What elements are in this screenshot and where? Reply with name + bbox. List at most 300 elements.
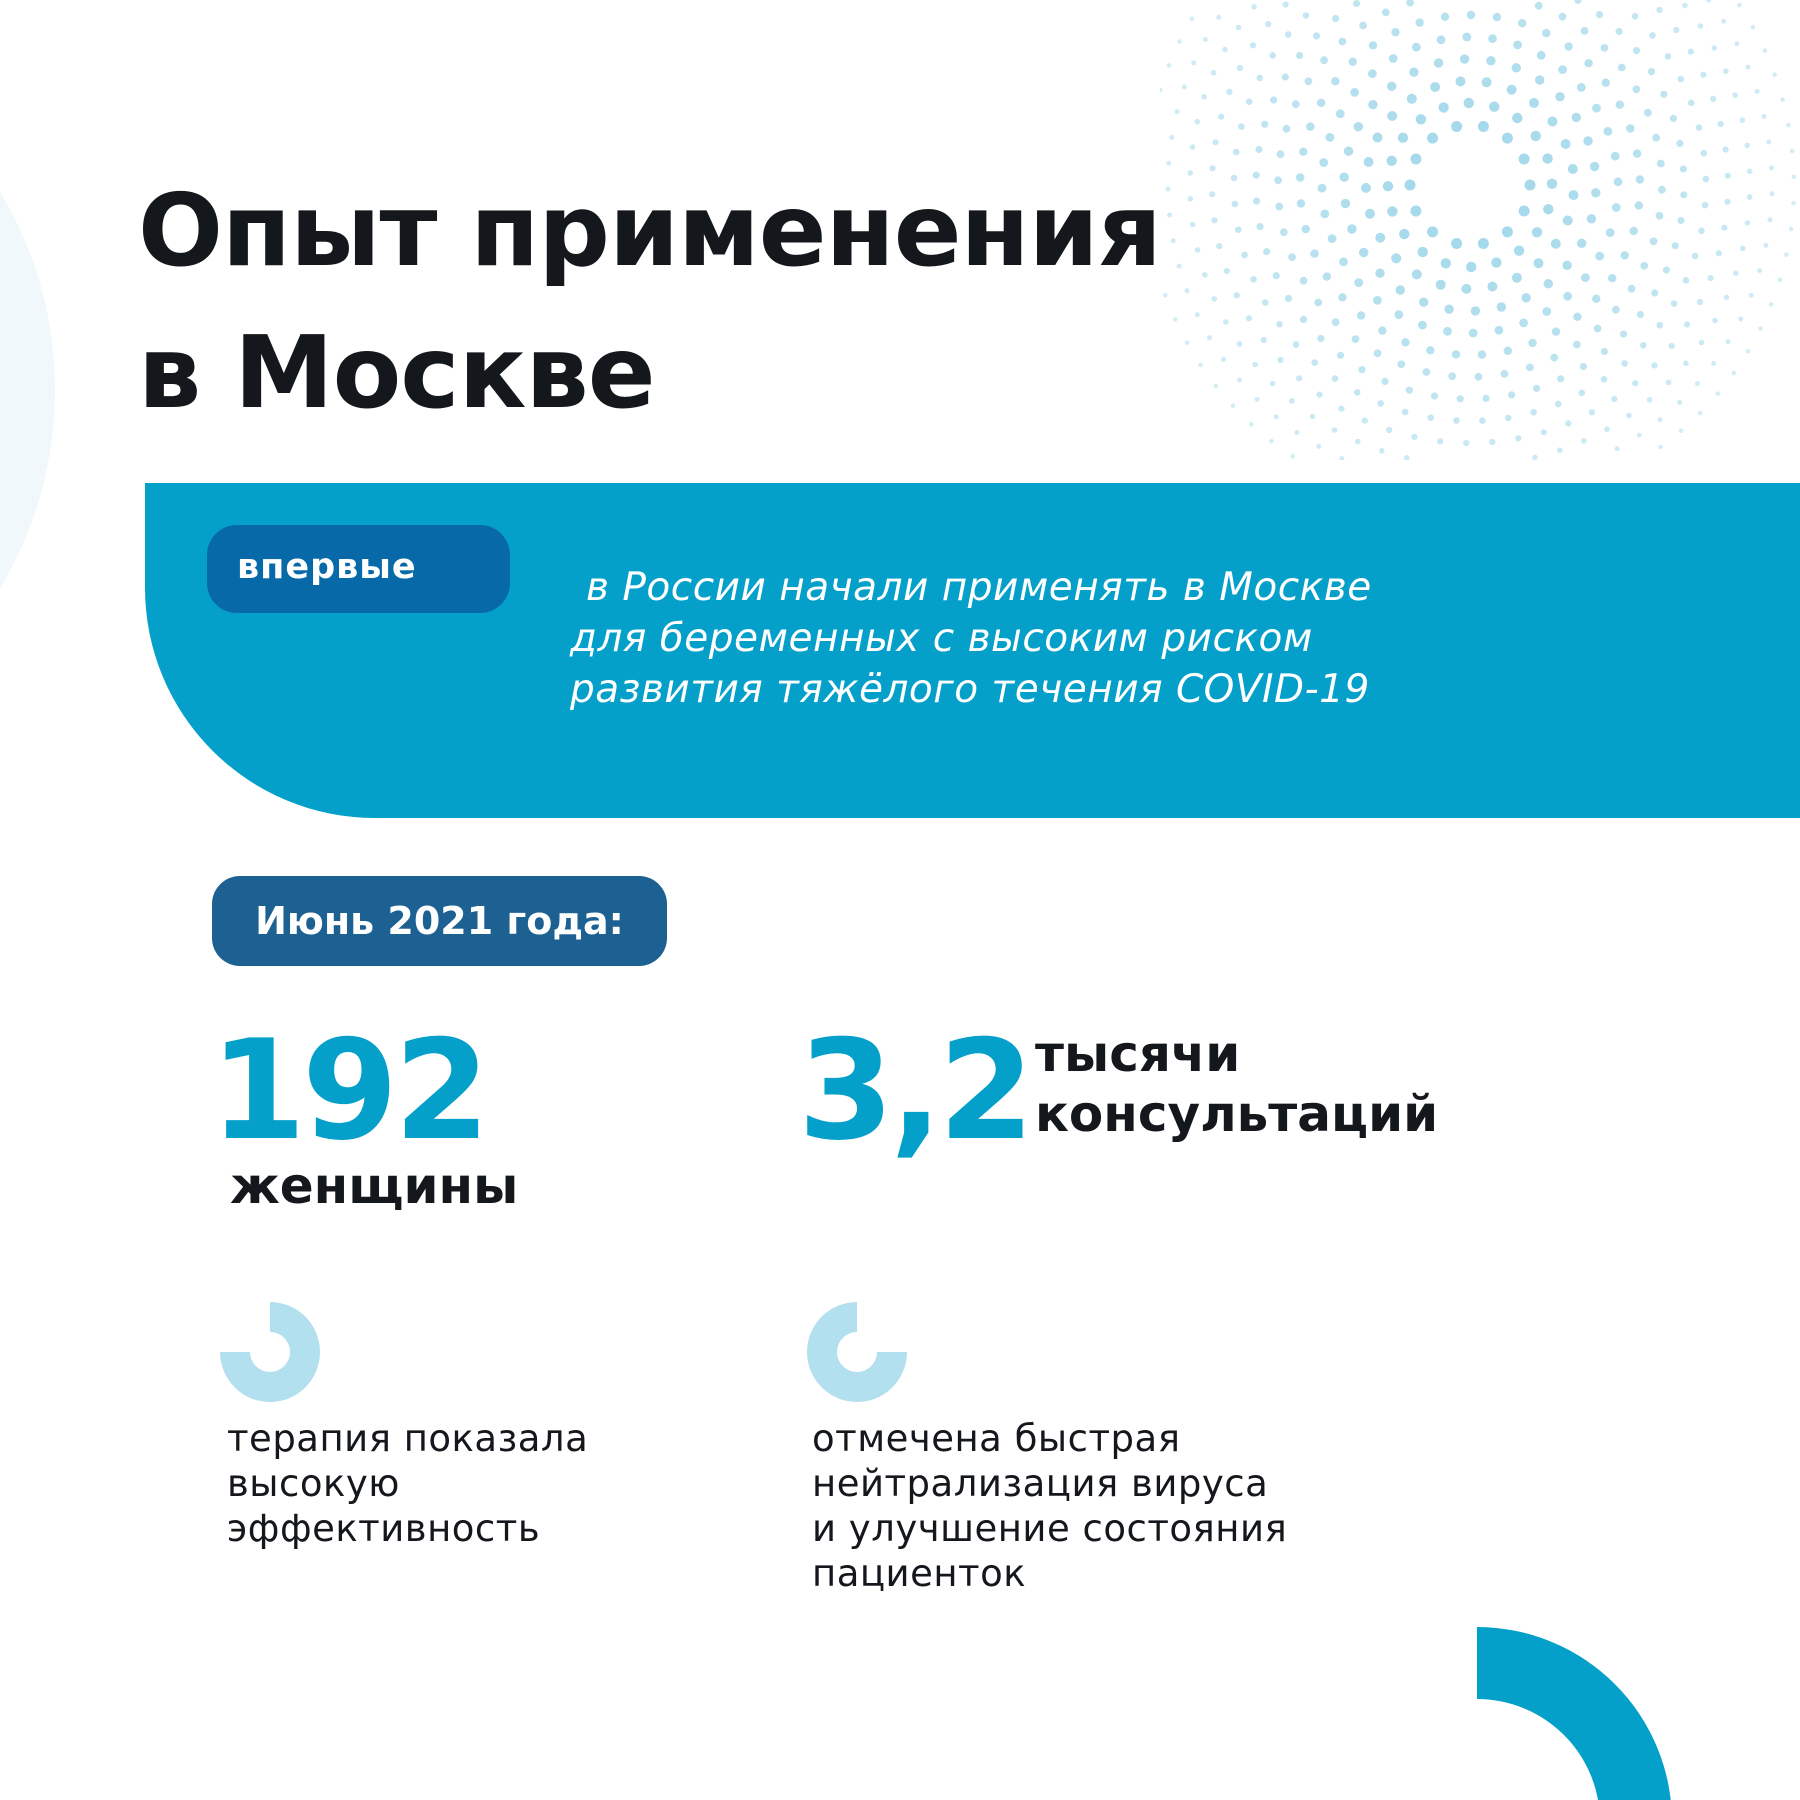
halftone-dot — [1504, 347, 1512, 355]
halftone-dot — [1310, 414, 1316, 420]
halftone-dot — [1285, 295, 1292, 302]
halftone-dot — [1326, 133, 1335, 142]
halftone-dot — [1437, 438, 1443, 444]
halftone-dot — [1616, 101, 1624, 109]
halftone-dot — [1411, 434, 1417, 440]
halftone-dot — [1406, 387, 1413, 394]
halftone-dot — [1791, 201, 1796, 206]
halftone-dot — [1177, 39, 1182, 44]
halftone-dot — [1274, 414, 1279, 419]
halftone-dot — [1534, 258, 1544, 268]
halftone-dot — [1658, 186, 1666, 194]
finding-efficacy — [227, 1416, 588, 1551]
halftone-dot — [1769, 165, 1774, 170]
halftone-dot — [1416, 18, 1424, 26]
halftone-dot — [1317, 99, 1325, 107]
first-badge: впервые — [207, 525, 510, 613]
halftone-dot — [1216, 243, 1222, 249]
halftone-dot — [1198, 363, 1203, 368]
halftone-dot — [1529, 98, 1539, 108]
halftone-dot — [1590, 162, 1599, 171]
halftone-dot — [1338, 406, 1344, 412]
halftone-dot — [1231, 175, 1238, 182]
halftone-dot — [1252, 362, 1258, 368]
halftone-dot — [1235, 226, 1242, 233]
halftone-dot — [1274, 176, 1282, 184]
halftone-dot — [1320, 210, 1329, 219]
halftone-dot — [1302, 225, 1310, 233]
halftone-dot — [1747, 194, 1753, 200]
halftone-dot — [1561, 139, 1571, 149]
halftone-dot — [1373, 296, 1382, 305]
halftone-dot — [1505, 415, 1512, 422]
halftone-dot — [1270, 96, 1277, 103]
halftone-dot — [1711, 361, 1716, 366]
halftone-dot — [1394, 310, 1403, 319]
halftone-dot — [1246, 98, 1253, 105]
halftone-dot — [1223, 319, 1229, 325]
halftone-dot — [1166, 161, 1171, 166]
halftone-dot — [1163, 293, 1168, 298]
highlight-text — [570, 562, 1490, 715]
halftone-dot — [1226, 89, 1232, 95]
halftone-dot — [1237, 341, 1243, 347]
halftone-dot — [1611, 396, 1617, 402]
halftone-dot — [1426, 346, 1434, 354]
halftone-dot — [1404, 455, 1410, 460]
halftone-dot — [1710, 96, 1716, 102]
halftone-dot — [1596, 11, 1603, 18]
halftone-dot — [1173, 317, 1178, 322]
halftone-dot — [1232, 201, 1239, 208]
halftone-dot — [1565, 420, 1571, 426]
halftone-dot — [1300, 316, 1307, 323]
women-label: женщины — [230, 1157, 519, 1215]
halftone-dot — [1626, 124, 1634, 132]
halftone-dot — [1744, 143, 1750, 149]
halftone-dot — [1679, 429, 1684, 434]
halftone-dot — [1696, 124, 1703, 131]
halftone-dot — [1263, 248, 1270, 255]
halftone-dot — [1373, 133, 1383, 143]
halftone-dot — [1557, 447, 1563, 453]
halftone-dot — [1519, 154, 1530, 165]
halftone-dot — [1387, 82, 1396, 91]
halftone-dot — [1488, 34, 1497, 43]
halftone-dot — [1296, 173, 1304, 181]
halftone-dot — [1636, 175, 1644, 183]
halftone-dot — [1418, 247, 1428, 257]
halftone-dot — [1167, 63, 1172, 68]
halftone-dot — [1660, 91, 1667, 98]
halftone-dot — [1461, 284, 1471, 294]
halftone-dot — [1317, 335, 1324, 342]
halftone-dot — [1410, 206, 1421, 217]
halftone-dot — [1489, 439, 1495, 445]
finding-line: высокую — [227, 1462, 400, 1505]
halftone-dot — [1431, 392, 1438, 399]
halftone-dot — [1201, 94, 1207, 100]
halftone-dot — [1569, 190, 1579, 200]
halftone-dot — [1336, 109, 1345, 118]
halftone-dot — [1640, 262, 1648, 270]
women-count: 192 — [210, 1010, 487, 1171]
halftone-dot — [1555, 92, 1564, 101]
halftone-dot — [1253, 172, 1260, 179]
halftone-dot — [1285, 31, 1292, 38]
halftone-dot — [1649, 32, 1656, 39]
halftone-dot — [1512, 273, 1522, 283]
halftone-dot — [1755, 89, 1760, 94]
halftone-dot — [1250, 276, 1257, 283]
halftone-dot — [1652, 134, 1660, 142]
halftone-dot — [1780, 97, 1785, 102]
halftone-dot — [1633, 47, 1640, 54]
halftone-dot — [1557, 375, 1564, 382]
halftone-dot — [1651, 362, 1657, 368]
halftone-dot — [1658, 417, 1663, 422]
halftone-dot — [1604, 426, 1610, 432]
halftone-dot — [1790, 149, 1795, 154]
halftone-dot — [1547, 179, 1557, 189]
halftone-dot — [1419, 298, 1428, 307]
halftone-dot — [1269, 52, 1276, 59]
halftone-dot — [1339, 38, 1347, 46]
halftone-dot — [1757, 268, 1762, 273]
halftone-dot — [1409, 68, 1418, 77]
halftone-dot — [1721, 225, 1727, 231]
halftone-dot — [1296, 375, 1302, 381]
halftone-dot — [1769, 191, 1774, 196]
halftone-dot — [1702, 202, 1709, 209]
halftone-dot — [1353, 0, 1360, 7]
halftone-dot — [1478, 121, 1489, 132]
halftone-dot — [1577, 239, 1586, 248]
halftone-dot — [1224, 268, 1230, 274]
halftone-dot — [1711, 45, 1717, 51]
halftone-dot — [1497, 302, 1506, 311]
finding-line: пациенток — [812, 1552, 1027, 1595]
halftone-dot — [1768, 217, 1773, 222]
halftone-dot — [1171, 238, 1176, 243]
halftone-dot — [1733, 270, 1739, 276]
halftone-dot — [1734, 41, 1739, 46]
halftone-dot — [1531, 131, 1541, 141]
halftone-dot — [1375, 233, 1385, 243]
halftone-dot — [1621, 251, 1629, 259]
halftone-dot — [1237, 65, 1243, 71]
halftone-dot — [1341, 199, 1350, 208]
halftone-dot — [1427, 414, 1434, 421]
halftone-dot — [1611, 152, 1620, 161]
halftone-dot — [1190, 222, 1196, 228]
halftone-dot — [1211, 217, 1217, 223]
halftone-dot — [1318, 184, 1327, 193]
halftone-dot — [1665, 53, 1672, 60]
halftone-dot — [1682, 3, 1688, 9]
halftone-dot — [1216, 15, 1221, 20]
halftone-dot — [1234, 292, 1240, 298]
halftone-dot — [1416, 114, 1426, 124]
halftone-dot — [1628, 285, 1636, 293]
halftone-dot — [1418, 321, 1427, 330]
halftone-dot — [1601, 348, 1608, 355]
halftone-dot — [1512, 113, 1522, 123]
halftone-dot — [1396, 285, 1405, 294]
halftone-dot — [1233, 149, 1240, 156]
halftone-dot — [1555, 401, 1562, 408]
halftone-dot — [1451, 121, 1462, 132]
halftone-dot — [1589, 409, 1595, 415]
halftone-dot — [1177, 264, 1182, 269]
halftone-dot — [1721, 19, 1726, 24]
halftone-dot — [1626, 413, 1632, 419]
halftone-dot — [1577, 83, 1586, 92]
halftone-dot — [1482, 77, 1492, 87]
halftone-dot — [1502, 226, 1513, 237]
halftone-dot — [1559, 13, 1567, 21]
consultations-count: 3,2 — [798, 1010, 1031, 1171]
halftone-dot — [1592, 104, 1601, 113]
halftone-dot — [1310, 249, 1318, 257]
halftone-dot — [1532, 227, 1542, 237]
halftone-dot — [1466, 262, 1476, 272]
halftone-dot — [1255, 397, 1260, 402]
halftone-dot — [1401, 338, 1409, 346]
halftone-dot — [1361, 183, 1371, 193]
halftone-dot — [1573, 341, 1581, 349]
halftone-dot — [1740, 246, 1746, 252]
halftone-dot — [1276, 321, 1283, 328]
halftone-dot — [1620, 331, 1627, 338]
halftone-dot — [1762, 114, 1767, 119]
halftone-dot — [1621, 360, 1628, 367]
halftone-dot — [1630, 227, 1638, 235]
halftone-dot — [1328, 234, 1337, 243]
halftone-dot — [1305, 77, 1313, 85]
dotted-circle-decoration — [1160, 0, 1800, 460]
halftone-dot — [1386, 427, 1392, 433]
halftone-dot — [1541, 429, 1547, 435]
halftone-dot — [1405, 180, 1416, 191]
halftone-dot — [1294, 430, 1299, 435]
halftone-dot — [1784, 252, 1789, 257]
halftone-dot — [1640, 342, 1647, 349]
halftone-dot — [1688, 100, 1695, 107]
halftone-dot — [1175, 109, 1180, 114]
halftone-dot — [1680, 165, 1687, 172]
halftone-dot — [1632, 13, 1639, 20]
halftone-dot — [1507, 85, 1517, 95]
halftone-dot — [1683, 360, 1689, 366]
halftone-dot — [1758, 326, 1763, 331]
finding-line: эффективность — [227, 1507, 541, 1550]
page-title — [138, 160, 1161, 444]
halftone-dot — [1749, 293, 1754, 298]
halftone-dot — [1587, 214, 1596, 223]
halftone-dot — [1751, 25, 1756, 30]
halftone-dot — [1313, 32, 1320, 39]
finding-line: отмечена быстрая — [812, 1417, 1181, 1460]
halftone-dot — [1772, 73, 1777, 78]
halftone-dot — [1740, 117, 1746, 123]
halftone-dot — [1349, 58, 1357, 66]
halftone-dot — [1236, 25, 1242, 31]
halftone-dot — [1167, 213, 1172, 218]
halftone-dot — [1677, 217, 1684, 224]
halftone-dot — [1262, 299, 1269, 306]
halftone-dot — [1444, 305, 1453, 314]
halftone-dot — [1283, 2, 1289, 8]
halftone-dot — [1323, 272, 1331, 280]
halftone-dot — [1389, 54, 1398, 63]
halftone-dot — [1792, 175, 1797, 180]
halftone-dot — [1354, 278, 1363, 287]
halftone-dot — [1332, 427, 1338, 433]
halftone-dot — [1460, 54, 1469, 63]
highlight-line: в России начали применять в Москве — [586, 565, 1372, 610]
halftone-dot — [1574, 0, 1581, 4]
halftone-dot — [1253, 197, 1260, 204]
highlight-line: развития тяжёлого течения COVID-19 — [570, 667, 1370, 712]
halftone-dot — [1547, 117, 1557, 127]
halftone-dot — [1699, 340, 1705, 346]
halftone-dot — [1718, 121, 1724, 127]
halftone-dot — [1698, 228, 1705, 235]
halftone-dot — [1635, 201, 1643, 209]
halftone-dot — [1648, 68, 1655, 75]
halftone-dot — [1462, 33, 1471, 42]
period-badge: Июнь 2021 года: — [212, 876, 667, 966]
halftone-dot — [1487, 282, 1497, 292]
halftone-dot — [1747, 168, 1753, 174]
halftone-dot — [1724, 295, 1730, 301]
halftone-dot — [1723, 68, 1729, 74]
halftone-dot — [1337, 352, 1344, 359]
halftone-dot — [1209, 191, 1215, 197]
halftone-dot — [1581, 273, 1590, 282]
halftone-dot — [1364, 157, 1374, 167]
halftone-dot — [1300, 277, 1308, 285]
halftone-dot — [1448, 372, 1456, 380]
halftone-dot — [1277, 150, 1285, 158]
halftone-dot — [1331, 77, 1339, 85]
halftone-dot — [1441, 13, 1449, 21]
halftone-dot — [1786, 123, 1791, 128]
halftone-dot — [1519, 206, 1530, 217]
halftone-dot — [1514, 246, 1524, 256]
halftone-dot — [1427, 133, 1438, 144]
halftone-dot — [1542, 307, 1551, 316]
halftone-dot — [1535, 2, 1543, 10]
halftone-dot — [1493, 13, 1501, 21]
halftone-dot — [1475, 373, 1483, 381]
halftone-dot — [1359, 22, 1367, 30]
halftone-dot — [1537, 51, 1546, 60]
halftone-dot — [1677, 400, 1682, 405]
halftone-dot — [1688, 49, 1694, 55]
halftone-dot — [1594, 325, 1602, 333]
halftone-dot — [1288, 253, 1296, 261]
halftone-dot — [1332, 15, 1339, 22]
halftone-dot — [1467, 11, 1475, 19]
halftone-dot — [1452, 350, 1460, 358]
halftone-dot — [1612, 306, 1620, 314]
halftone-dot — [1382, 9, 1390, 17]
halftone-dot — [1637, 433, 1642, 438]
halftone-dot — [1726, 339, 1731, 344]
halftone-dot — [1451, 238, 1462, 249]
halftone-dot — [1528, 339, 1536, 347]
halftone-dot — [1479, 417, 1486, 424]
halftone-dot — [1563, 292, 1572, 301]
halftone-dot — [1194, 119, 1200, 125]
halftone-dot — [1670, 115, 1677, 122]
halftone-dot — [1464, 98, 1474, 108]
halftone-dot — [1478, 350, 1486, 358]
halftone-dot — [1453, 417, 1460, 424]
halftone-dot — [1265, 21, 1271, 27]
halftone-dot — [1684, 322, 1690, 328]
halftone-dot — [1591, 188, 1600, 197]
halftone-dot — [1502, 133, 1513, 144]
halftone-dot — [1581, 27, 1589, 35]
halftone-dot — [1573, 313, 1581, 321]
halftone-dot — [1391, 253, 1401, 263]
halftone-dot — [1583, 136, 1592, 145]
halftone-dot — [1572, 113, 1581, 122]
halftone-dot — [1166, 187, 1171, 192]
halftone-dot — [1738, 317, 1743, 322]
halftone-dot — [1238, 123, 1245, 130]
halftone-dot — [1606, 228, 1615, 237]
halftone-dot — [1255, 146, 1262, 153]
halftone-dot — [1614, 177, 1623, 186]
halftone-dot — [1290, 454, 1295, 459]
halftone-dot — [1185, 288, 1190, 293]
halftone-dot — [1443, 327, 1452, 336]
halftone-dot — [1407, 94, 1417, 104]
halftone-dot — [1701, 150, 1708, 157]
halftone-dot — [1270, 381, 1276, 387]
finding-line: нейтрализация вируса — [812, 1462, 1269, 1505]
halftone-dot — [1579, 390, 1586, 397]
halftone-dot — [1402, 409, 1409, 416]
halftone-dot — [1222, 47, 1228, 53]
halftone-dot — [1387, 111, 1397, 121]
halftone-dot — [1700, 72, 1706, 78]
halftone-dot — [1644, 109, 1652, 117]
halftone-dot — [1542, 153, 1552, 163]
halftone-dot — [1354, 389, 1361, 396]
halftone-dot — [1521, 293, 1530, 302]
halftone-dot — [1580, 363, 1587, 370]
halftone-dot — [1478, 238, 1489, 249]
halftone-dot — [1355, 439, 1361, 445]
halftone-dot — [1207, 335, 1212, 340]
halftone-dot — [1434, 58, 1443, 67]
halftone-dot — [1368, 69, 1377, 78]
halftone-dot — [1357, 311, 1365, 319]
halftone-dot — [1297, 199, 1305, 207]
halftone-dot — [1663, 266, 1670, 273]
halftone-dot — [1320, 56, 1328, 64]
partial-ring-icon — [805, 1300, 909, 1404]
halftone-dot — [1306, 122, 1314, 130]
halftone-dot — [1513, 41, 1522, 50]
halftone-dot — [1491, 257, 1501, 267]
halftone-dot — [1387, 156, 1397, 166]
